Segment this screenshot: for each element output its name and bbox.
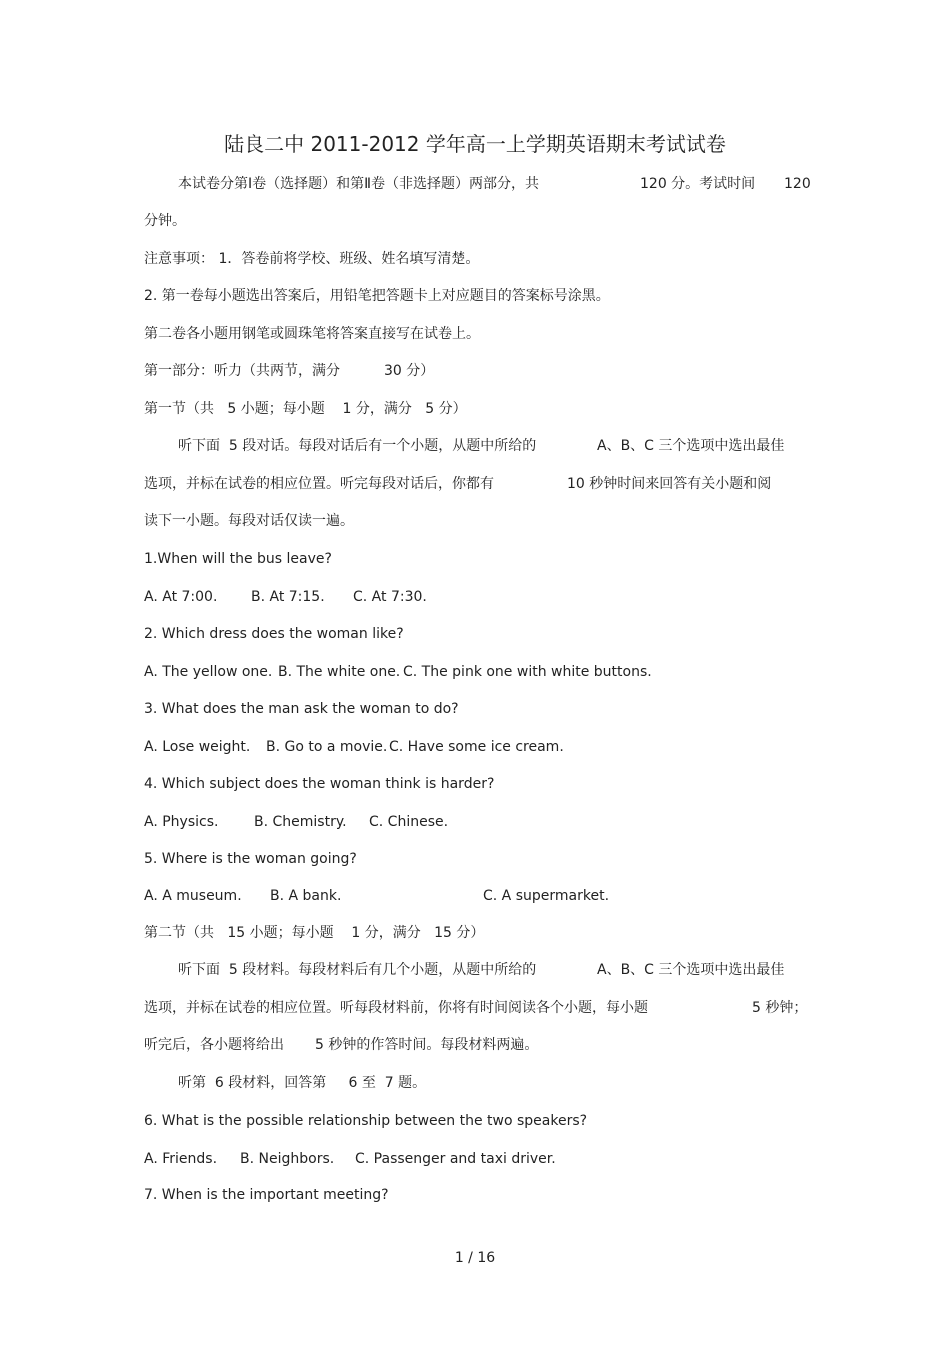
option-c: C. Chinese. [369, 814, 449, 830]
option-c: C. Passenger and taxi driver. [355, 1151, 556, 1167]
option-c: C. The pink one with white buttons. [403, 664, 652, 680]
instruction-text: A、B、C 三个选项中选出最佳 [597, 962, 785, 978]
option-b: B. Neighbors. [240, 1151, 335, 1167]
total-score: 120 分。考试时间 [640, 176, 756, 192]
intro-line-2: 分钟。 [144, 213, 186, 229]
question-5: 5. Where is the woman going? [144, 851, 357, 867]
note-3: 第二卷各小题用钢笔或圆珠笔将答案直接写在试卷上。 [144, 326, 480, 342]
instruction-text: 选项，并标在试卷的相应位置。听完每段对话后，你都有 [144, 476, 494, 492]
page-number: 1 / 16 [454, 1250, 496, 1266]
option-a: A. A museum. [144, 888, 242, 904]
section2-instruction-4: 听第 6 段材料，回答第 6 至 7 题。 [178, 1075, 427, 1091]
note-2: 2. 第一卷每小题选出答案后，用铅笔把答题卡上对应题目的答案标号涂黑。 [144, 288, 610, 304]
question-4: 4. Which subject does the woman think is harder? [144, 776, 495, 792]
option-a: A. Friends. [144, 1151, 218, 1167]
option-c: C. A supermarket. [483, 888, 610, 904]
question-1: 1.When will the bus leave? [144, 551, 332, 567]
option-b: B. A bank. [270, 888, 342, 904]
part1-heading-score: 30 分） [384, 363, 435, 379]
question-7: 7. When is the important meeting? [144, 1187, 389, 1203]
instruction-text: 5 秒钟； [752, 1000, 808, 1016]
instruction-text: A、B、C 三个选项中选出最佳 [597, 438, 785, 454]
question-6: 6. What is the possible relationship between the two speakers? [144, 1113, 588, 1129]
option-a: A. Lose weight. [144, 739, 251, 755]
section1-heading: 第一节（共 5 小题；每小题 1 分，满分 5 分） [144, 401, 467, 417]
instruction-text: 选项，并标在试卷的相应位置。听每段材料前，你将有时间阅读各个小题，每小题 [144, 1000, 648, 1016]
option-a: A. Physics. [144, 814, 219, 830]
option-b: B. Chemistry. [254, 814, 347, 830]
instruction-text: 听下面 5 段材料。每段材料后有几个小题，从题中所给的 [178, 962, 537, 978]
instruction-text: 听下面 5 段对话。每段对话后有一个小题，从题中所给的 [178, 438, 537, 454]
part1-heading-text: 第一部分：听力（共两节，满分 [144, 363, 340, 379]
option-b: B. At 7:15. [251, 589, 325, 605]
question-3: 3. What does the man ask the woman to do? [144, 701, 459, 717]
section1-instruction-3: 读下一小题。每段对话仅读一遍。 [144, 513, 354, 529]
option-a: A. At 7:00. [144, 589, 218, 605]
instruction-text: 10 秒钟时间来回答有关小题和阅 [567, 476, 772, 492]
document-title: 陆良二中 2011-2012 学年高一上学期英语期末考试试卷 [224, 132, 726, 156]
option-a: A. The yellow one. [144, 664, 273, 680]
instruction-text: 5 秒钟的作答时间。每段材料两遍。 [315, 1037, 539, 1053]
option-b: B. The white one. [278, 664, 401, 680]
option-c: C. Have some ice cream. [389, 739, 564, 755]
instruction-text: 听完后，各小题将给出 [144, 1037, 284, 1053]
section2-heading: 第二节（共 15 小题；每小题 1 分，满分 15 分） [144, 925, 485, 941]
option-b: B. Go to a movie. [266, 739, 388, 755]
question-2: 2. Which dress does the woman like? [144, 626, 404, 642]
option-c: C. At 7:30. [353, 589, 427, 605]
exam-duration: 120 [784, 176, 811, 192]
intro-text: 本试卷分第Ⅰ卷（选择题）和第Ⅱ卷（非选择题）两部分，共 [178, 176, 540, 192]
note-1: 注意事项： 1．答卷前将学校、班级、姓名填写清楚。 [144, 251, 480, 267]
